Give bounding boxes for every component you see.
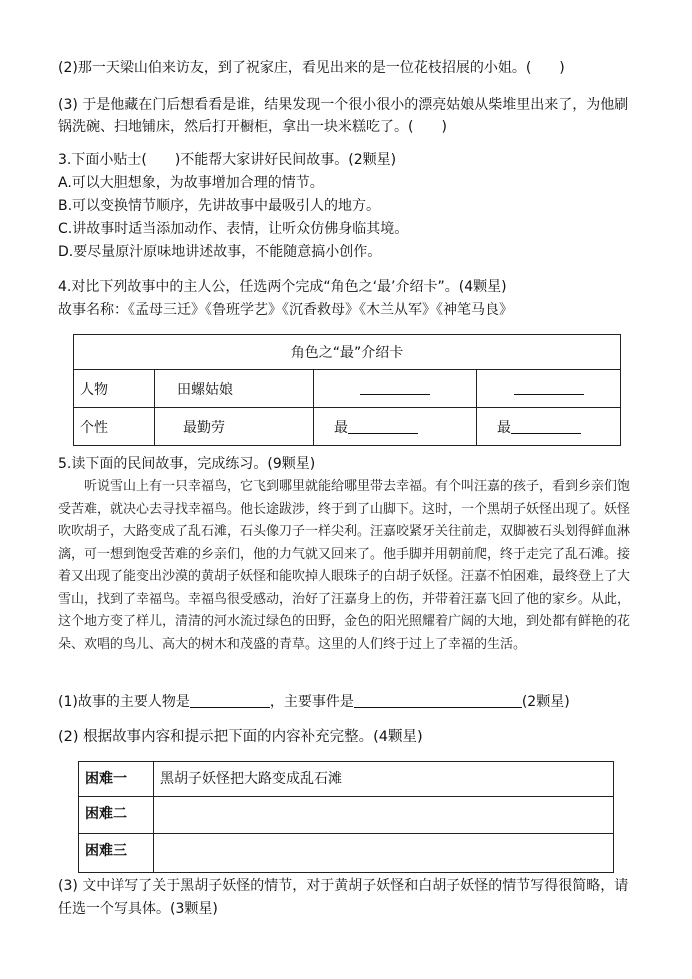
main-character-blank[interactable] bbox=[190, 693, 270, 708]
folk-story-text: 听说雪山上有一只幸福鸟，它飞到哪里就能给哪里带去幸福。有个叫汪嘉的孩子，看到乡亲们饱受苦难，就决心去寻找幸福鸟。他长途跋涉，终于到了山脚下。这时，一个黑胡子妖怪出现了。妖怪吹吹胡子，大路变成了乱石滩，石头像刀子一样尖利。汪嘉咬紧牙关往前走，双脚被石头划得鲜血淋漓，可一想到饱受苦难的乡亲们，他的力气就又回来了。他手脚并用朝前爬，终于走完了乱石滩。接着又出现了能变出沙漠的黄胡子妖怪和能吹掉人眼珠子的白胡子妖怪。汪嘉不怕困难，最终登上了大雪山，找到了幸福鸟。幸福鸟很受感动，治好了汪嘉身上的伤，并带着汪嘉飞回了他的家乡。从此，这个地方变了样儿，清清的河水流过绿色的田野，金色的阳光照耀着广阔的大地，到处都有鲜艳的花朵、欢唱的鸟儿、高大的树木和茂盛的青草。这里的人们终于过上了幸福的生活。 bbox=[58, 479, 631, 652]
character-card-person-example: 田螺姑娘 bbox=[155, 370, 314, 408]
difficulty-3-label: 困难三 bbox=[79, 834, 154, 873]
difficulty-1-content: 黑胡子妖怪把大路变成乱石滩 bbox=[154, 762, 614, 797]
main-event-blank[interactable] bbox=[354, 693, 522, 708]
question-2-item-2: (2)那一天梁山伯来访友，到了祝家庄，看见出来的是一位花枝招展的小姐。( ) bbox=[58, 60, 565, 76]
question-5-sub-3-line2: 任选一个写具体。(3颗星) bbox=[58, 901, 218, 917]
character-card-person-label: 人物 bbox=[74, 370, 155, 408]
character-card-person-blank-2[interactable] bbox=[477, 370, 621, 408]
question-5-sub-1 bbox=[58, 692, 570, 712]
question-3-option-b: B.可以变换情节顺序，先讲故事中最吸引人的地方。 bbox=[58, 198, 381, 214]
difficulty-2-label: 困难二 bbox=[79, 797, 154, 834]
character-card-trait-blank-1[interactable] bbox=[314, 408, 477, 446]
character-card-person-blank-1[interactable] bbox=[314, 370, 477, 408]
question-5-sub-3-line1: (3) 文中详写了关于黑胡子妖怪的情节，对于黄胡子妖怪和白胡子妖怪的情节写得很简略，请 bbox=[58, 878, 629, 894]
sub1-text-b: ，主要事件是 bbox=[269, 694, 354, 710]
question-4-stem: 4.对比下列故事中的主人公，任选两个完成“角色之‘最’介绍卡”。(4颗星) bbox=[58, 279, 507, 295]
question-2-item-3-line2: 锅洗碗、扫地铺床，然后打开橱柜，拿出一块米糕吃了。( ) bbox=[58, 119, 447, 135]
question-3-stem: 3.下面小贴士( )不能帮大家讲好民间故事。(2颗星) bbox=[58, 152, 397, 168]
question-3-option-c: C.讲故事时适当添加动作、表情，让听众仿佛身临其境。 bbox=[58, 221, 409, 237]
question-5-stem: 5.读下面的民间故事，完成练习。(9颗星) bbox=[58, 456, 316, 472]
question-3-option-a: A.可以大胆想象，为故事增加合理的情节。 bbox=[58, 175, 324, 191]
question-4-story-list: 故事名称：《孟母三迁》《鲁班学艺》《沉香救母》《木兰从军》《神笔马良》 bbox=[58, 302, 513, 318]
zui-prefix-2: 最 bbox=[497, 419, 511, 436]
character-card-trait-blank-2[interactable] bbox=[477, 408, 621, 446]
sub1-text-a: (1)故事的主要人物是 bbox=[58, 694, 190, 710]
character-card-title: 角色之“最”介绍卡 bbox=[74, 335, 621, 370]
difficulty-2-answer-cell[interactable] bbox=[154, 797, 614, 834]
character-card-trait-label: 个性 bbox=[74, 408, 155, 446]
folk-story-passage bbox=[58, 476, 630, 656]
question-2-item-3-line1: (3) 于是他藏在门后想看看是谁，结果发现一个很小很小的漂亮姑娘从柴堆里出来了，为他刷 bbox=[58, 97, 629, 113]
zui-prefix-1: 最 bbox=[334, 419, 348, 436]
question-3-option-d: D.要尽量原汁原味地讲述故事，不能随意搞小创作。 bbox=[58, 244, 382, 260]
sub1-text-c: (2颗星) bbox=[521, 694, 570, 710]
character-card-table bbox=[73, 334, 621, 446]
question-5-sub-2: (2) 根据故事内容和提示把下面的内容补充完整。(4颗星) bbox=[58, 729, 423, 745]
difficulty-1-label: 困难一 bbox=[79, 762, 154, 797]
character-card-trait-example: 最勤劳 bbox=[155, 408, 314, 446]
difficulty-3-answer-cell[interactable] bbox=[154, 834, 614, 873]
difficulties-table bbox=[78, 761, 614, 873]
